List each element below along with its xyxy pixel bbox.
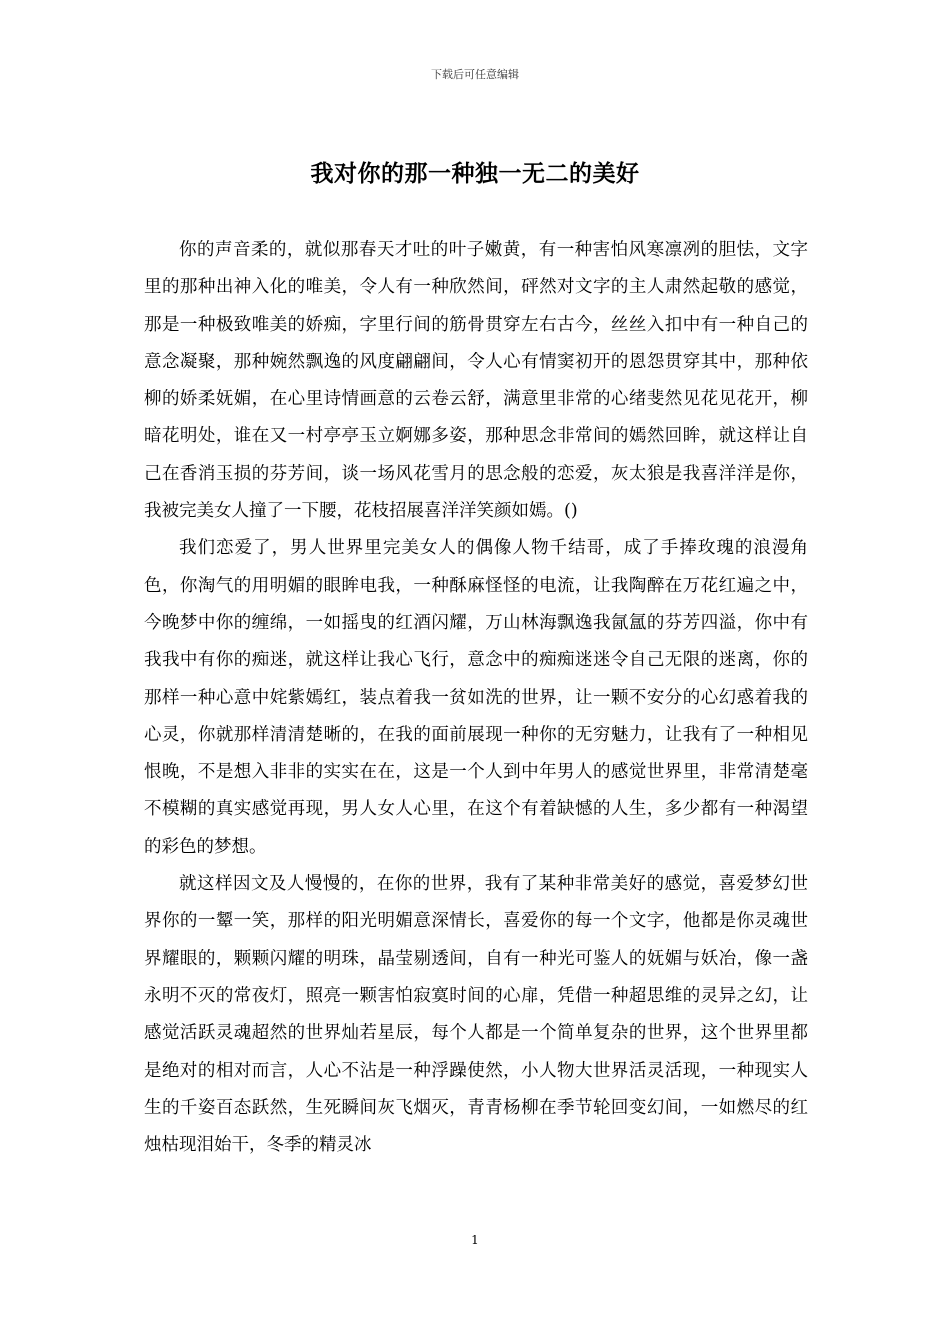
document-body [144, 232, 808, 1164]
paragraph-1: 你的声音柔的，就似那春天才吐的叶子嫩黄，有一种害怕风寒凛冽的胆怯，文字里的那种出神入化的唯美，令人有一种欣然间，砰然对文字的主人肃然起敬的感觉，那是一种极致唯美的娇痴，字里行间的筋骨贯穿左右古今，丝丝入扣中有一种自己的意念凝聚，那种婉然飘逸的风度翩翩间，令人心有情窦初开的恩怨贯穿其中，那种依柳的娇柔妩媚，在心里诗情画意的云卷云舒，满意里非常的心绪斐然见花见花开，柳暗花明处，谁在又一村亭亭玉立婀娜多姿，那种思念非常间的嫣然回眸，就这样让自己在香消玉损的芬芳间，谈一场风花雪月的思念般的恋爱，灰太狼是我喜洋洋是你，我被完美女人撞了一下腰，花枝招展喜洋洋笑颜如嫣。() [144, 240, 808, 522]
page-number: 1 [471, 1233, 479, 1247]
paragraph-3: 就这样因文及人慢慢的，在你的世界，我有了某种非常美好的感觉，喜爱梦幻世界你的一颦一笑，那样的阳光明媚意深情长，喜爱你的每一个文字，他都是你灵魂世界耀眼的，颗颗闪耀的明珠，晶莹剔透间，自有一种光可鉴人的妩媚与妖冶，像一盏永明不灭的常夜灯，照亮一颗害怕寂寞时间的心扉，凭借一种超思维的灵异之幻，让感觉活跃灵魂超然的世界灿若星辰，每个人都是一个简单复杂的世界，这个世界里都是绝对的相对而言，人心不沾是一种浮躁使然，小人物大世界活灵活现，一种现实人生的千姿百态跃然，生死瞬间灰飞烟灭，青青杨柳在季节轮回变幻间，一如燃尽的红烛枯现泪始干，冬季的精灵冰 [144, 874, 808, 1156]
page-header-note: 下载后可任意编辑 [431, 68, 519, 81]
paragraph-2: 我们恋爱了，男人世界里完美女人的偶像人物千结哥，成了手捧玫瑰的浪漫角色，你淘气的用明媚的眼眸电我，一种酥麻怪怪的电流，让我陶醉在万花红遍之中，今晚梦中你的缠绵，一如摇曳的红酒闪耀，万山林海飘逸我氤氲的芬芳四溢，你中有我我中有你的痴迷，就这样让我心飞行，意念中的痴痴迷迷令自己无限的迷离，你的那样一种心意中姹紫嫣红，装点着我一贫如洗的世界，让一颗不安分的心幻惑着我的心灵，你就那样清清楚晰的，在我的面前展现一种你的无穷魅力，让我有了一种相见恨晚，不是想入非非的实实在在，这是一个人到中年男人的感觉世界里，非常清楚毫不模糊的真实感觉再现，男人女人心里，在这个有着缺憾的人生，多少都有一种渴望的彩色的梦想。 [144, 538, 808, 857]
document-title: 我对你的那一种独一无二的美好 [310, 160, 640, 187]
